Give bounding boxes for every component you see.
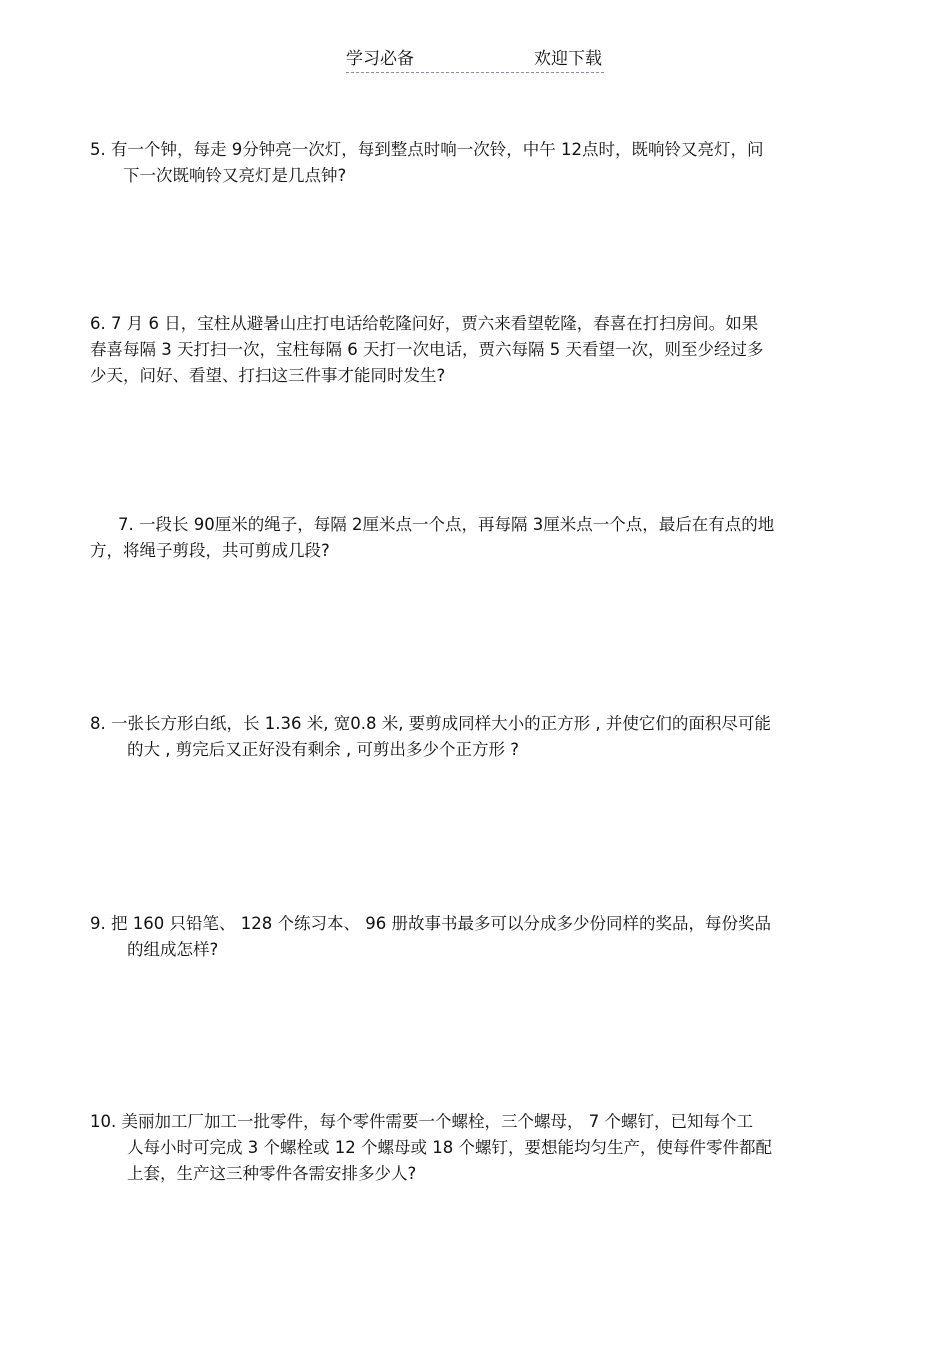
question-line: 8. 一张长方形白纸，长 1.36 米, 宽0.8 米, 要剪成同样大小的正方形 , 并使它们的面积尽可能 [90,714,771,733]
header-right-text: 欢迎下载 [534,49,602,69]
question-line: 春喜每隔 3 天打扫一次，宝柱每隔 6 天打一次电话，贾六每隔 5 天看望一次，则至少经过多 [90,340,764,359]
question-line: 人每小时可完成 3 个螺栓或 12 个螺母或 18 个螺钉，要想能均匀生产，使每件零件都配 [127,1138,772,1157]
page-header [346,48,604,73]
question-line: 5. 有一个钟，每走 9分钟亮一次灯，每到整点时响一次铃，中午 12点时，既响铃又亮灯，问 [90,140,764,159]
question-line: 方，将绳子剪段，共可剪成几段? [90,541,330,560]
question-line: 少天，问好、看望、打扫这三件事才能同时发生? [90,366,446,385]
header-left-text: 学习必备 [346,49,414,69]
question-line: 9. 把 160 只铅笔、 128 个练习本、 96 册故事书最多可以分成多少份同样的奖品，每份奖品 [90,914,771,933]
question-line: 上套，生产这三种零件各需安排多少人? [127,1164,417,1183]
question-line: 的组成怎样? [127,940,219,959]
question-line: 7. 一段长 90厘米的绳子，每隔 2厘米点一个点，再每隔 3厘米点一个点，最后在有点的地 [118,515,775,534]
question-line: 10. 美丽加工厂加工一批零件，每个零件需要一个螺栓，三个螺母， 7 个螺钉，已知每个工 [90,1112,753,1131]
question-line: 下一次既响铃又亮灯是几点钟? [123,166,347,185]
question-line: 的大 , 剪完后又正好没有剩余 , 可剪出多少个正方形 ? [127,740,519,759]
question-line: 6. 7 月 6 日，宝柱从避暑山庄打电话给乾隆问好，贾六来看望乾隆，春喜在打扫房间。如果 [90,314,759,333]
